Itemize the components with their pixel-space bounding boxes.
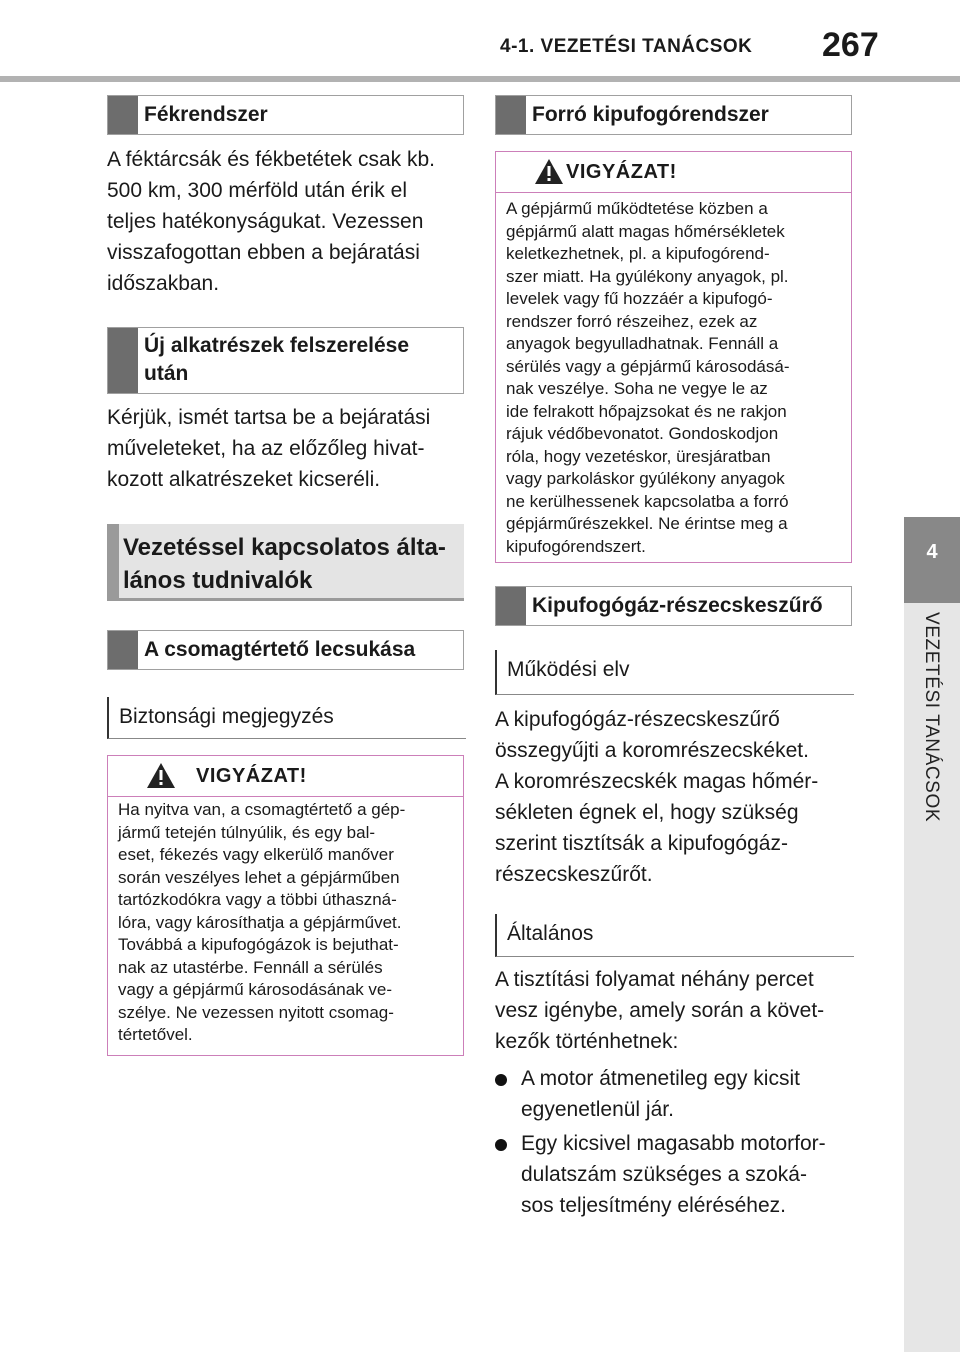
warning-header	[496, 152, 851, 193]
section-head-csomagterteto	[107, 630, 464, 670]
text-line: nak az utastérbe. Fennáll a sérülés	[118, 957, 383, 977]
text-line: levelek vagy fű hozzáér a kipufogó-	[506, 289, 773, 308]
section-head-title: Forró kipufogórendszer	[532, 103, 769, 126]
text-line: tartózkodókra vagy a többi úthaszná-	[118, 890, 397, 909]
subhead-biztonsagi	[107, 697, 466, 739]
section-head-bar	[108, 328, 138, 393]
section-head-uj-alkatreszek	[107, 327, 464, 394]
text-line: lóra, vagy károsíthatja a gépjárművet.	[118, 912, 402, 932]
title-line: Új alkatrészek felszerelése	[144, 334, 410, 357]
title-bar	[107, 524, 119, 598]
text-line: visszafogottan ebben a bejáratási	[107, 241, 420, 264]
text-line: jármű tetején túlnyúlik, és egy bal-	[118, 822, 376, 842]
text-line: teljes hatékonyságukat. Vezessen	[107, 210, 424, 233]
text-line: ne kerülhessenek kapcsolatba a forró	[506, 491, 789, 511]
text-line: 500 km, 300 mérföld után érik el	[107, 179, 407, 202]
text-line: részecskeszűrőt.	[495, 863, 653, 886]
text-line: keletkezhetnek, pl. a kipufogórend-	[506, 244, 770, 263]
text-line: vesz igénybe, amely során a követ-	[495, 999, 825, 1022]
text-line: A féktárcsák és fékbetétek csak kb.	[107, 148, 435, 171]
page-number: 267	[822, 26, 879, 64]
header-rule	[0, 76, 960, 82]
text-line: Ha nyitva van, a csomagtértető a gép-	[118, 800, 406, 819]
title-line: után	[144, 362, 189, 385]
title-line: Vezetéssel kapcsolatos álta-	[123, 534, 446, 561]
section-head-bar	[108, 631, 138, 669]
bullet-item	[521, 1128, 826, 1221]
subhead-text: Biztonsági megjegyzés	[119, 705, 334, 728]
chapter-tab-label: VEZETÉSI TANÁCSOK	[921, 612, 942, 823]
warning-body	[118, 799, 405, 1047]
paragraph-altalanos	[495, 964, 824, 1057]
text-line: vagy parkoláskor gyúlékony anyagok	[506, 469, 785, 488]
section-head-fekrendszer	[107, 95, 464, 135]
text-line: A motor átmenetileg egy kicsit	[521, 1067, 800, 1090]
text-line: nak veszélye. Soha ne vegye le az	[506, 379, 768, 398]
section-head-reszecskeszuro	[495, 586, 852, 626]
main-section-title	[107, 524, 464, 601]
section-head-title: A csomagtértető lecsukása	[144, 638, 416, 661]
text-line: eset, fékezés vagy elkerülő manőver	[118, 845, 394, 864]
text-line: A kipufogógáz-részecskeszűrő	[495, 708, 780, 731]
text-line: sos teljesítmény eléréséhez.	[521, 1194, 786, 1217]
subhead-mukodesi-elv	[495, 650, 854, 695]
text-line: szerint tisztítsák a kipufogógáz-	[495, 832, 788, 855]
text-line: rájuk védőbevonatot. Gondoskodjon	[506, 424, 779, 443]
text-line: vagy a gépjármű károsodásának ve-	[118, 980, 393, 999]
text-line: műveleteket, ha az előzőleg hivat-	[107, 437, 425, 460]
warning-header	[108, 756, 463, 797]
paragraph-mukodesi-elv	[495, 704, 818, 890]
warning-triangle-icon	[534, 158, 564, 185]
text-line: kipufogórendszert.	[506, 536, 646, 556]
bullet-item	[521, 1063, 800, 1125]
warning-triangle-icon	[146, 762, 176, 789]
text-line: gépjárműrészekkel. Ne érintse meg a	[506, 514, 788, 533]
text-line: Egy kicsivel magasabb motorfor-	[521, 1132, 826, 1155]
paragraph-uj-alkatreszek	[107, 402, 430, 495]
text-line: egyenetlenül jár.	[521, 1098, 674, 1121]
text-line: gépjármű alatt magas hőmérsékletek	[506, 221, 785, 241]
text-line: időszakban.	[107, 272, 220, 295]
subhead-altalanos	[495, 914, 854, 957]
text-line: A gépjármű működtetése közben a	[506, 199, 768, 218]
warning-box-left	[107, 755, 464, 1056]
text-line: szélye. Ne vezessen nyitott csomag-	[118, 1002, 394, 1022]
bullet-dot-icon	[495, 1139, 507, 1151]
section-head-title: Kipufogógáz-részecskeszűrő	[532, 594, 823, 617]
text-line: dulatszám szükséges a szoká-	[521, 1163, 807, 1186]
subhead-text: Általános	[507, 922, 594, 945]
text-line: A tisztítási folyamat néhány percet	[495, 968, 814, 991]
section-head-title	[144, 332, 455, 388]
section-head-title: Fékrendszer	[144, 103, 268, 126]
chapter-tab-number: 4	[926, 541, 938, 563]
warning-label: VIGYÁZAT!	[566, 161, 677, 183]
section-head-bar	[496, 587, 526, 625]
text-line: rendszer forró részeihez, ezek az	[506, 311, 758, 331]
main-title-text	[123, 531, 460, 597]
subhead-text: Működési elv	[507, 658, 630, 681]
text-line: sérülés vagy a gépjármű károsodásá-	[506, 356, 790, 376]
text-line: ide felrakott hőpajzsokat és ne rakjon	[506, 401, 787, 421]
text-line: A koromrészecskék magas hőmér-	[495, 770, 819, 793]
text-line: kezők történhetnek:	[495, 1030, 679, 1053]
title-line: lános tudnivalók	[123, 567, 313, 594]
text-line: Kérjük, ismét tartsa be a bejáratási	[107, 406, 431, 429]
text-line: sékleten égnek el, hogy szükség	[495, 801, 799, 824]
section-head-forro-kipufogo	[495, 95, 852, 135]
text-line: Továbbá a kipufogógázok is bejuthat-	[118, 935, 399, 954]
section-head-bar	[496, 96, 526, 134]
text-line: anyagok begyulladhatnak. Fennáll a	[506, 334, 779, 353]
text-line: róla, hogy vezetéskor, üresjáratban	[506, 446, 771, 466]
bullet-dot-icon	[495, 1074, 507, 1086]
text-line: kozott alkatrészeket kicseréli.	[107, 468, 381, 491]
text-line: összegyűjti a koromrészecskéket.	[495, 739, 809, 762]
warning-label: VIGYÁZAT!	[196, 765, 307, 787]
text-line: szer miatt. Ha gyúlékony anyagok, pl.	[506, 266, 789, 286]
text-line: tértetővel.	[118, 1025, 193, 1044]
warning-box-right	[495, 151, 852, 563]
running-header-section: 4-1. VEZETÉSI TANÁCSOK	[500, 36, 753, 57]
text-line: során veszélyes lehet a gépjárműben	[118, 867, 400, 887]
section-head-bar	[108, 96, 138, 134]
paragraph-fekrendszer	[107, 144, 435, 299]
warning-body	[506, 198, 789, 558]
